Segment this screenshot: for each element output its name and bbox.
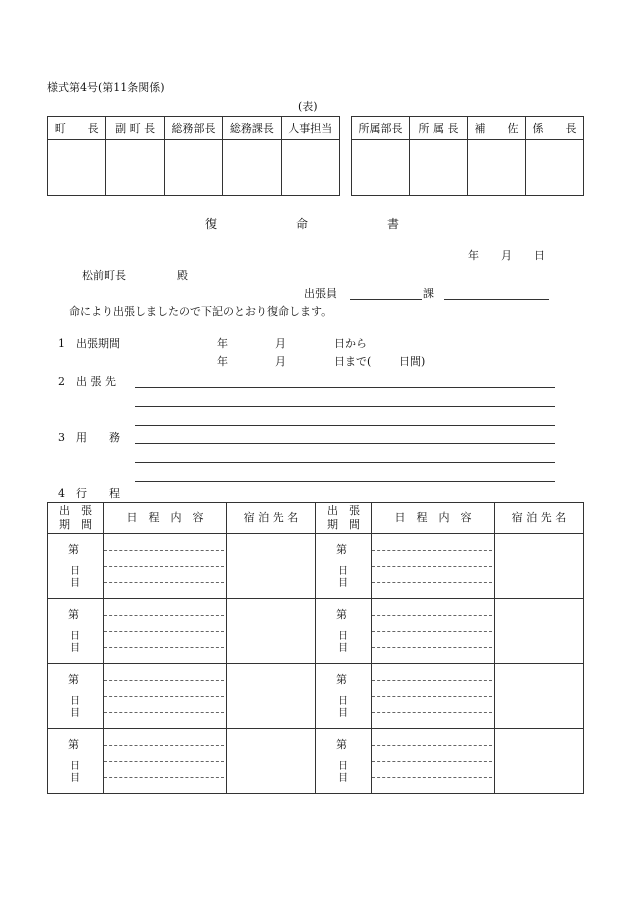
destination-line-2[interactable] — [135, 406, 555, 407]
day-suffix: 目 — [338, 643, 348, 654]
day-suffix: 目 — [70, 643, 80, 654]
schedule-day-cell[interactable] — [316, 729, 372, 794]
schedule-lodging-cell[interactable] — [495, 599, 584, 664]
detail-dashed-line — [372, 647, 492, 648]
approval-right-stamp-box-2[interactable] — [468, 140, 526, 196]
schedule-lodging-cell[interactable] — [227, 599, 316, 664]
detail-dashed-line — [372, 777, 492, 778]
destination-line-1[interactable] — [135, 387, 555, 388]
approval-left-stamp-box-0[interactable] — [48, 140, 106, 196]
detail-dashed-line — [372, 550, 492, 551]
approval-right-title-0: 所属部長 — [352, 117, 410, 140]
approval-left-stamp-box-2[interactable] — [164, 140, 222, 196]
day-prefix: 第 — [68, 738, 79, 751]
detail-dashed-line — [104, 680, 224, 681]
detail-dashed-line — [372, 761, 492, 762]
schedule-lodging-cell[interactable] — [227, 729, 316, 794]
approval-right-stamp-box-3[interactable] — [526, 140, 584, 196]
destination-line-3[interactable] — [135, 425, 555, 426]
date-line: 年 月 日 — [468, 249, 545, 262]
detail-dashed-line — [372, 566, 492, 567]
approval-table-left — [47, 116, 340, 196]
schedule-row — [48, 729, 584, 794]
detail-dashed-line — [372, 696, 492, 697]
schedule-detail-cell[interactable] — [104, 664, 227, 729]
approval-left-stamp-box-4[interactable] — [281, 140, 339, 196]
schedule-day-cell[interactable] — [48, 534, 104, 599]
honorific: 殿 — [177, 269, 188, 282]
detail-dashed-line — [104, 582, 224, 583]
day-prefix: 第 — [336, 543, 347, 556]
schedule-lodging-cell[interactable] — [495, 534, 584, 599]
header-period — [48, 503, 104, 534]
intro-text: 命により出張しましたので下記のとおり復命します。 — [69, 305, 333, 318]
approval-left-title-1: 副 町 長 — [106, 117, 164, 140]
to-month: 月 — [275, 355, 286, 368]
detail-dashed-line — [104, 696, 224, 697]
detail-dashed-line — [104, 777, 224, 778]
day-suffix: 日 — [70, 566, 80, 577]
approval-right-title-1: 所 属 長 — [410, 117, 468, 140]
approval-right-stamp-box-0[interactable] — [352, 140, 410, 196]
day-suffix: 目 — [70, 708, 80, 719]
from-month: 月 — [275, 337, 286, 350]
from-day: 日から — [334, 337, 367, 350]
detail-dashed-line — [372, 631, 492, 632]
day-prefix: 第 — [336, 608, 347, 621]
day-suffix: 目 — [338, 578, 348, 589]
schedule-row — [48, 599, 584, 664]
schedule-day-cell[interactable] — [316, 534, 372, 599]
detail-dashed-line — [104, 631, 224, 632]
day-suffix: 目 — [70, 578, 80, 589]
schedule-lodging-cell[interactable] — [495, 729, 584, 794]
schedule-lodging-cell[interactable] — [227, 664, 316, 729]
schedule-day-cell[interactable] — [48, 599, 104, 664]
detail-dashed-line — [372, 712, 492, 713]
traveler-label: 出張員 — [304, 287, 337, 300]
document-title: 復 命 書 — [205, 217, 401, 231]
section-underline[interactable] — [350, 299, 422, 300]
approval-left-title-2: 総務部長 — [164, 117, 222, 140]
detail-dashed-line — [372, 582, 492, 583]
schedule-detail-cell[interactable] — [372, 534, 495, 599]
schedule-detail-cell[interactable] — [104, 599, 227, 664]
name-underline[interactable] — [444, 299, 549, 300]
addressee: 松前町長 — [82, 269, 126, 282]
to-day: 日まで( — [334, 355, 372, 368]
header-period-text-2: 出 張 期 間 — [327, 503, 360, 531]
schedule-day-cell[interactable] — [316, 664, 372, 729]
header-lodging: 宿 泊 先 名 — [227, 503, 316, 534]
day-prefix: 第 — [68, 608, 79, 621]
day-suffix: 日 — [70, 696, 80, 707]
approval-right-title-2: 補 佐 — [468, 117, 526, 140]
day-suffix: 日 — [338, 696, 348, 707]
header-period-2 — [316, 503, 372, 534]
schedule-row — [48, 534, 584, 599]
detail-dashed-line — [104, 550, 224, 551]
detail-dashed-line — [104, 566, 224, 567]
day-prefix: 第 — [68, 673, 79, 686]
day-suffix: 目 — [70, 773, 80, 784]
day-suffix: 日 — [338, 761, 348, 772]
section-label: 課 — [423, 287, 434, 300]
schedule-detail-cell[interactable] — [372, 599, 495, 664]
approval-right-stamp-box-1[interactable] — [410, 140, 468, 196]
detail-dashed-line — [372, 615, 492, 616]
approval-left-stamp-box-1[interactable] — [106, 140, 164, 196]
detail-dashed-line — [104, 647, 224, 648]
purpose-line-1[interactable] — [135, 443, 555, 444]
schedule-detail-cell[interactable] — [372, 729, 495, 794]
schedule-lodging-cell[interactable] — [227, 534, 316, 599]
item1-label: 1 出張期間 — [58, 337, 120, 350]
approval-left-title-3: 総務課長 — [223, 117, 281, 140]
schedule-day-cell[interactable] — [48, 729, 104, 794]
detail-dashed-line — [104, 745, 224, 746]
purpose-line-3[interactable] — [135, 481, 555, 482]
schedule-day-cell[interactable] — [316, 599, 372, 664]
days-count: 日間) — [399, 355, 426, 368]
schedule-detail-cell[interactable] — [104, 534, 227, 599]
day-suffix: 目 — [338, 773, 348, 784]
side-label: (表) — [298, 100, 318, 113]
detail-dashed-line — [372, 745, 492, 746]
day-prefix: 第 — [336, 673, 347, 686]
detail-dashed-line — [372, 680, 492, 681]
header-lodging-2: 宿 泊 先 名 — [495, 503, 584, 534]
schedule-lodging-cell[interactable] — [495, 664, 584, 729]
schedule-table — [47, 502, 584, 794]
from-year: 年 — [217, 337, 228, 350]
day-prefix: 第 — [68, 543, 79, 556]
item3-label: 3 用 務 — [58, 431, 120, 444]
form-number: 様式第4号(第11条関係) — [47, 81, 165, 94]
day-suffix: 日 — [338, 566, 348, 577]
approval-right-title-3: 係 長 — [526, 117, 584, 140]
day-suffix: 目 — [338, 708, 348, 719]
day-suffix: 日 — [70, 761, 80, 772]
header-detail-2: 日 程 内 容 — [372, 503, 495, 534]
detail-dashed-line — [104, 712, 224, 713]
day-suffix: 日 — [70, 631, 80, 642]
purpose-line-2[interactable] — [135, 462, 555, 463]
to-year: 年 — [217, 355, 228, 368]
item2-label: 2 出 張 先 — [58, 375, 116, 388]
day-suffix: 日 — [338, 631, 348, 642]
detail-dashed-line — [104, 761, 224, 762]
detail-dashed-line — [104, 615, 224, 616]
schedule-detail-cell[interactable] — [372, 664, 495, 729]
schedule-detail-cell[interactable] — [104, 729, 227, 794]
approval-left-title-0: 町 長 — [48, 117, 106, 140]
schedule-row — [48, 664, 584, 729]
approval-left-stamp-box-3[interactable] — [223, 140, 281, 196]
approval-left-title-4: 人事担当 — [281, 117, 339, 140]
header-period-text: 出 張 期 間 — [59, 503, 92, 531]
header-detail: 日 程 内 容 — [104, 503, 227, 534]
item4-label: 4 行 程 — [58, 487, 120, 500]
day-prefix: 第 — [336, 738, 347, 751]
approval-table-right — [351, 116, 584, 196]
schedule-day-cell[interactable] — [48, 664, 104, 729]
